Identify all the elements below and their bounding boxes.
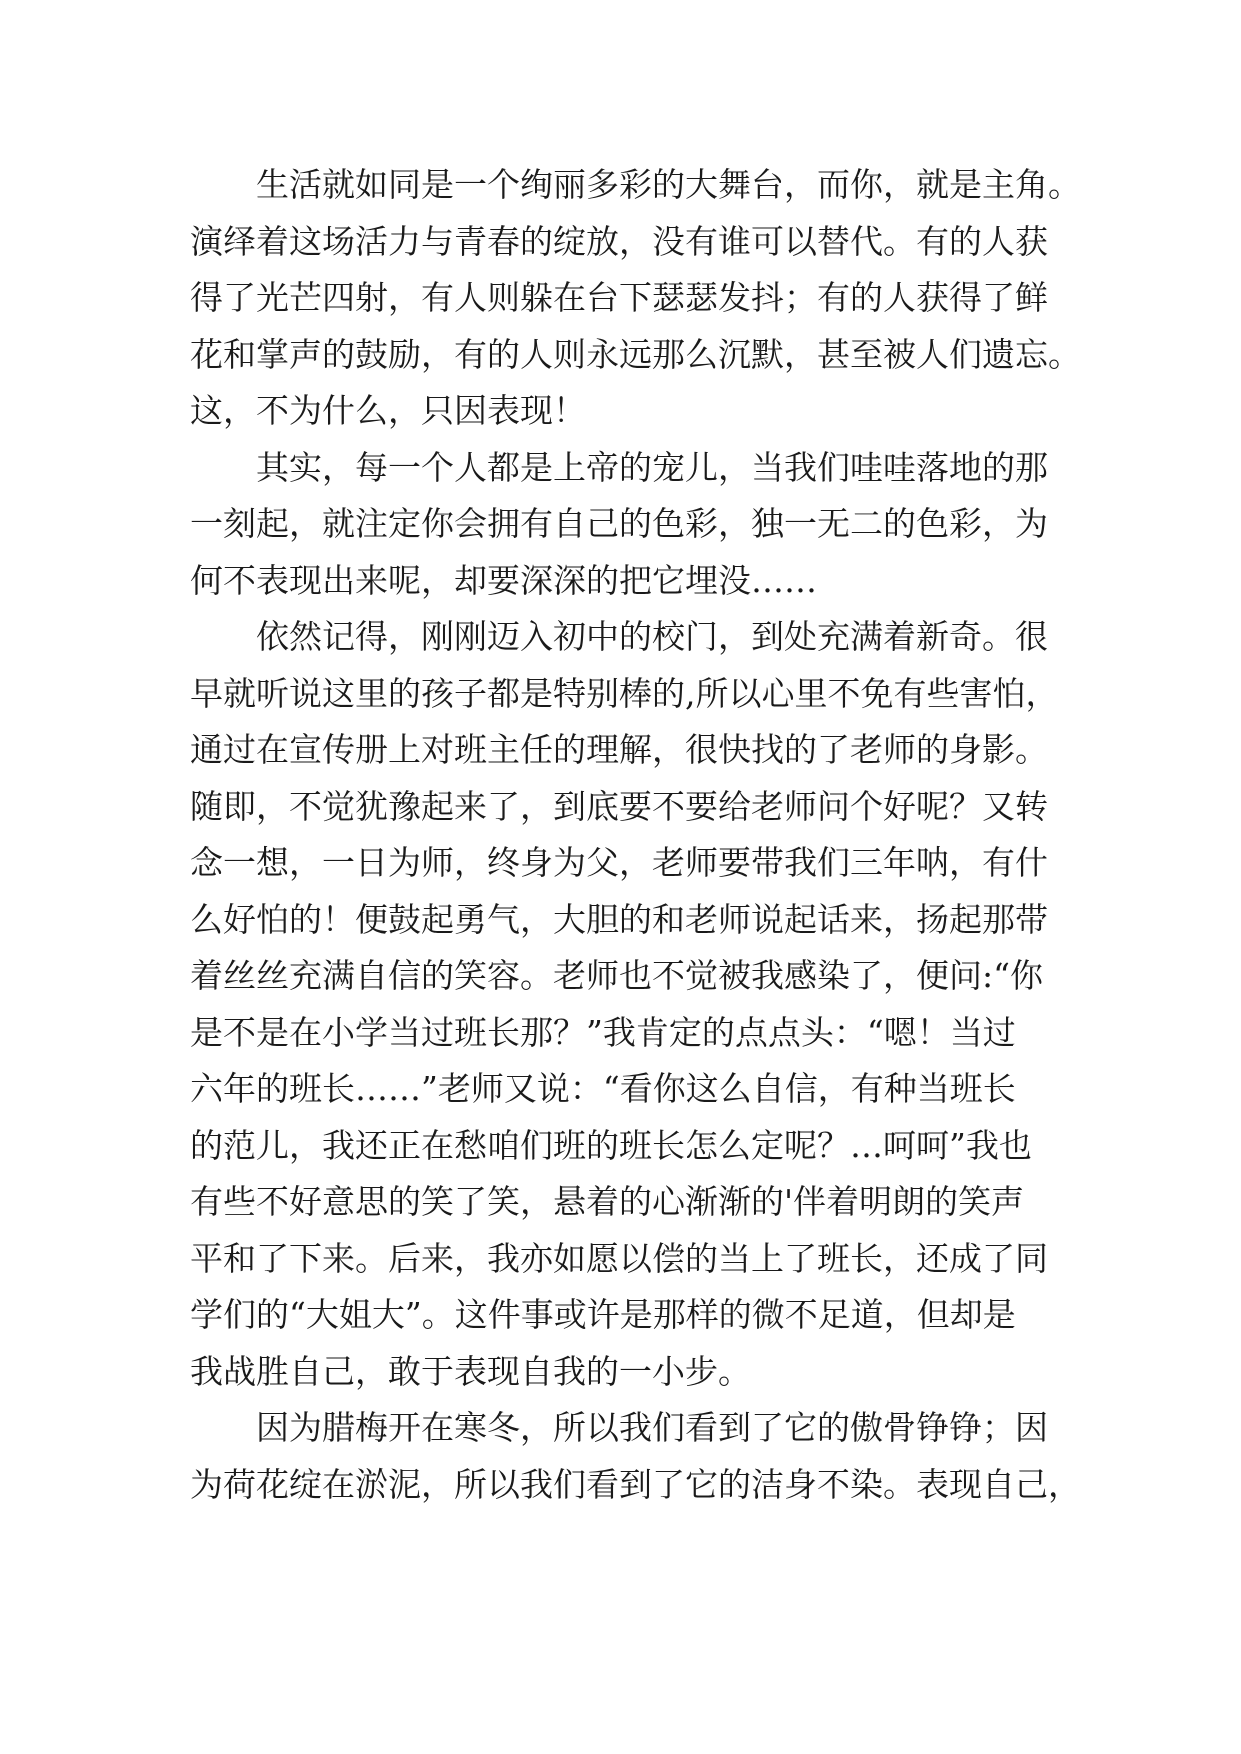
paragraph-4 bbox=[190, 1400, 1081, 1513]
paragraph-3 bbox=[190, 609, 1070, 1400]
text-line: 其实，每一个人都是上帝的宠儿，当我们哇哇落地的那 bbox=[256, 447, 1048, 487]
paragraph-1 bbox=[190, 157, 1081, 440]
text-line: 一刻起，就注定你会拥有自己的色彩，独一无二的色彩，为 bbox=[190, 504, 1048, 543]
text-line: 着丝丝充满自信的笑容。老师也不觉被我感染了，便问:“你 bbox=[190, 956, 1043, 995]
text-line: 么好怕的！便鼓起勇气，大胆的和老师说起话来，扬起那带 bbox=[190, 899, 1048, 939]
text-line: 花和掌声的鼓励，有的人则永远那么沉默，甚至被人们遗忘。 bbox=[190, 334, 1081, 374]
text-line: 我战胜自己，敢于表现自我的一小步。 bbox=[190, 1351, 751, 1391]
text-line: 依然记得，刚刚迈入初中的校门，到处充满着新奇。很 bbox=[256, 617, 1048, 656]
text-line: 得了光芒四射，有人则躲在台下瑟瑟发抖；有的人获得了鲜 bbox=[190, 278, 1048, 317]
text-line: 为荷花绽在淤泥，所以我们看到了它的洁身不染。表现自己， bbox=[190, 1464, 1081, 1504]
text-line: 有些不好意思的笑了笑，悬着的心渐渐的'伴着明朗的笑声 bbox=[190, 1182, 1025, 1221]
text-line: 学们的“大姐大”。这件事或许是那样的微不足道，但却是 bbox=[190, 1295, 1016, 1334]
text-line: 通过在宣传册上对班主任的理解，很快找的了老师的身影。 bbox=[190, 730, 1048, 769]
essay-body bbox=[190, 157, 1081, 1513]
text-line: 是不是在小学当过班长那？”我肯定的点点头：“嗯！当过 bbox=[190, 1012, 1016, 1052]
text-line: 六年的班长……”老师又说：“看你这么自信，有种当班长 bbox=[190, 1069, 1016, 1108]
text-line: 生活就如同是一个绚丽多彩的大舞台，而你，就是主角。 bbox=[256, 165, 1081, 204]
text-line: 演绎着这场活力与青春的绽放，没有谁可以替代。有的人获 bbox=[190, 221, 1048, 261]
text-line: 这，不为什么，只因表现！ bbox=[190, 391, 586, 430]
paragraph-2 bbox=[190, 440, 1070, 610]
text-line: 随即，不觉犹豫起来了，到底要不要给老师问个好呢？又转 bbox=[190, 786, 1048, 826]
text-line: 早就听说这里的孩子都是特别棒的,所以心里不免有些害怕， bbox=[190, 673, 1059, 713]
text-line: 念一想，一日为师，终身为父，老师要带我们三年呐，有什 bbox=[190, 843, 1048, 882]
text-line: 的范儿，我还正在愁咱们班的班长怎么定呢？…呵呵”我也 bbox=[190, 1125, 1032, 1165]
text-line: 平和了下来。后来，我亦如愿以偿的当上了班长，还成了同 bbox=[190, 1238, 1048, 1278]
text-line: 因为腊梅开在寒冬，所以我们看到了它的傲骨铮铮；因 bbox=[256, 1408, 1048, 1447]
text-line: 何不表现出来呢，却要深深的把它埋没…… bbox=[190, 560, 817, 600]
